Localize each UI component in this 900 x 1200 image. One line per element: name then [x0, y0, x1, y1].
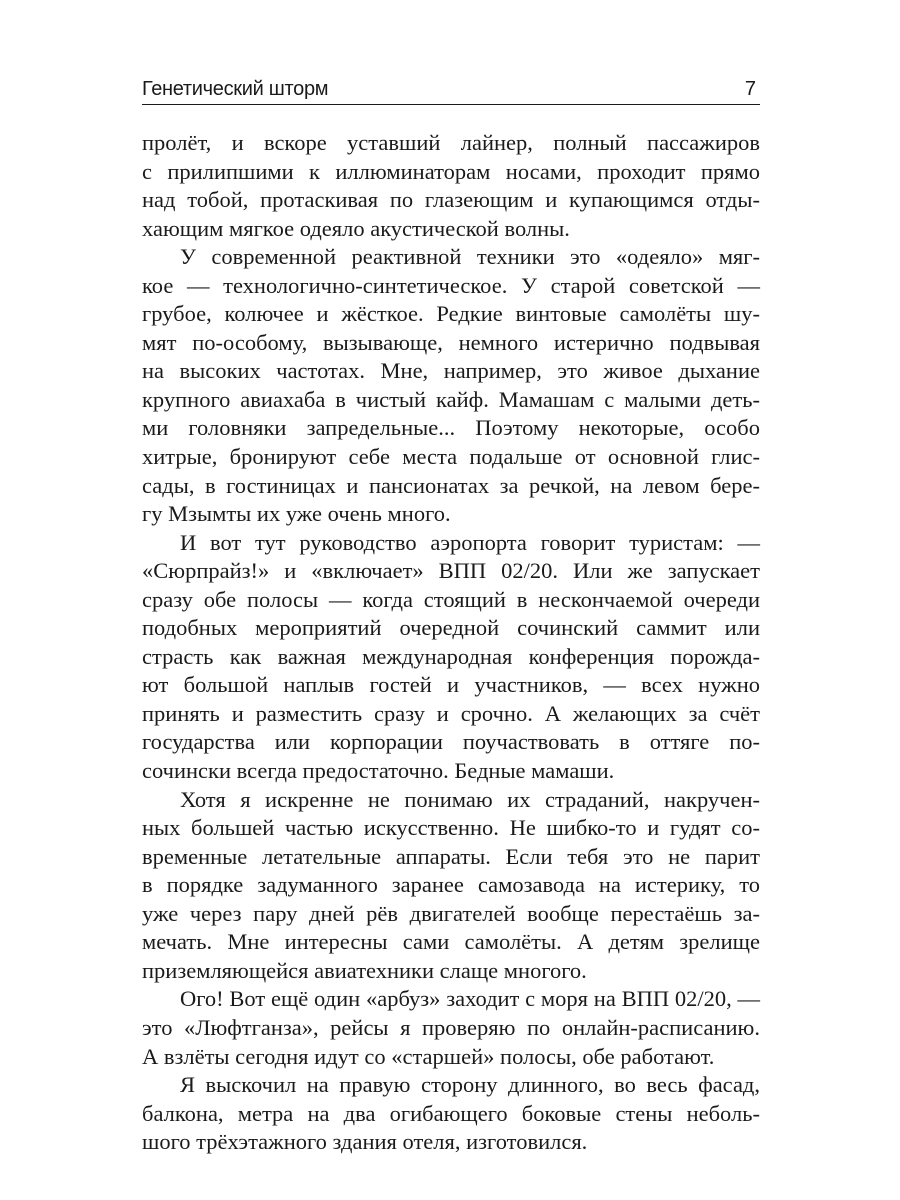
text-line: пролёт, и вскоре уставший лайнер, полный пассажиров — [142, 130, 760, 155]
paragraph — [142, 129, 760, 243]
text-line: Хотя я искренне не понимаю их страданий, накручен- — [180, 786, 760, 812]
running-header — [142, 74, 760, 105]
text-line: ют большой наплыв гостей и участников, — всех нужно — [142, 672, 760, 698]
paragraph — [142, 529, 760, 786]
text-line: хитрые, бронируют себе места подальше от основной глис- — [142, 444, 760, 470]
text-line: над тобой, протаскивая по глазеющим и купающимся отды- — [142, 187, 760, 213]
text-line: «Сюрпрайз!» и «включает» ВПП 02/20. Или же запускает — [142, 558, 760, 584]
body-text — [142, 129, 760, 1157]
text-line: уже через пару дней рёв двигателей вообще перестаёшь за- — [142, 900, 760, 926]
text-line: на высоких частотах. Мне, например, это живое дыхание — [142, 358, 760, 384]
text-line: ных большей частью искусственно. Не шибко-то и гудят со- — [142, 815, 760, 841]
text-line: крупного авиахаба в чистый кайф. Мамашам с малыми деть- — [142, 386, 760, 412]
text-line: шого трёхэтажного здания отеля, изготовился. — [142, 1129, 588, 1155]
text-line: сочински всегда предостаточно. Бедные мамаши. — [142, 758, 615, 784]
text-line: государства или корпорации поучаствовать в оттяге по- — [142, 729, 760, 755]
text-line: приземляющейся авиатехники слаще многого. — [142, 957, 587, 983]
text-line: сады, в гостиницах и пансионатах за речкой, на левом бере- — [142, 472, 760, 498]
text-line: мят по-особому, вызывающе, немного истерично подвывая — [142, 329, 760, 355]
paragraph — [142, 985, 760, 1071]
text-line: гу Мзымты их уже очень много. — [142, 501, 451, 527]
running-header-title: Генетический шторм — [142, 78, 329, 100]
text-line: И вот тут руководство аэропорта говорит туристам: — — [180, 529, 760, 555]
text-line: сразу обе полосы — когда стоящий в нескончаемой очереди — [142, 586, 760, 612]
text-line: временные летательные аппараты. Если тебя это не парит — [142, 843, 760, 869]
text-line: подобных мероприятий очередной сочинский саммит или — [142, 615, 760, 641]
text-line: У современной реактивной техники это «одеяло» мяг- — [180, 244, 760, 270]
paragraph — [142, 1071, 760, 1157]
text-line: балкона, метра на два огибающего боковые стены неболь- — [142, 1100, 760, 1126]
text-line: кое — технологично-синтетическое. У старой советской — — [142, 272, 760, 298]
text-line: грубое, колючее и жёсткое. Редкие винтовые самолёты шу- — [142, 301, 760, 327]
text-line: А взлёты сегодня идут со «старшей» полосы, обе работают. — [142, 1043, 715, 1069]
text-line: хающим мягкое одеяло акустической волны. — [142, 215, 570, 241]
page-number: 7 — [744, 78, 756, 100]
text-line: это «Люфтганза», рейсы я проверяю по онлайн-расписанию. — [142, 1014, 760, 1040]
text-line: мечать. Мне интересны сами самолёты. А детям зрелище — [142, 929, 760, 955]
text-line: страсть как важная международная конференция порожда- — [142, 643, 760, 669]
text-line: в порядке задуманного заранее самозавода на истерику, то — [142, 872, 760, 898]
paragraph — [142, 786, 760, 986]
text-line: с прилипшими к иллюминаторам носами, проходит прямо — [142, 158, 760, 184]
text-line: ми головняки запредельные... Поэтому некоторые, особо — [142, 415, 760, 441]
paragraph — [142, 243, 760, 528]
text-line: Я выскочил на правую сторону длинного, во весь фасад, — [180, 1072, 760, 1098]
text-line: Ого! Вот ещё один «арбуз» заходит с моря на ВПП 02/20, — — [180, 986, 760, 1012]
text-line: принять и разместить сразу и срочно. А желающих за счёт — [142, 700, 760, 726]
